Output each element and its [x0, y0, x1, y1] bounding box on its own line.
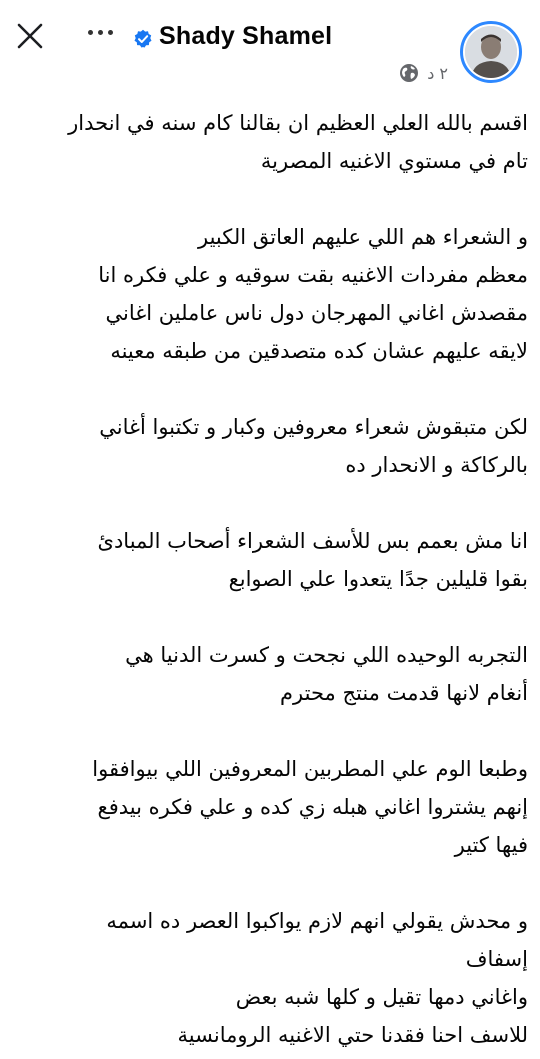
post-paragraph: [12, 104, 528, 180]
post-text: [12, 104, 528, 1059]
post-line: إسفاف: [465, 947, 528, 971]
globe-icon[interactable]: [399, 63, 419, 83]
post-paragraph: [12, 218, 528, 370]
more-dot: [98, 30, 103, 35]
post-line: التجربه الوحيده اللي نجحت و كسرت الدنيا هي: [125, 643, 528, 667]
close-button[interactable]: [14, 20, 46, 52]
post-line: و الشعراء هم اللي عليهم العاتق الكبير: [197, 225, 528, 249]
more-dot: [108, 30, 113, 35]
post-meta: [399, 60, 448, 86]
post-paragraph: [12, 902, 528, 1054]
more-options-icon: [88, 30, 93, 35]
author-name[interactable]: Shady Shamel: [159, 22, 333, 50]
post-line: لكن متبقوش شعراء معروفين وكبار و تكتبوا أغاني: [99, 415, 528, 439]
post-line: للاسف احنا فقدنا حتي الاغنيه الرومانسية: [177, 1023, 528, 1047]
post-line: لايقه عليهم عشان كده متصدقين من طبقه معينه: [110, 339, 528, 363]
post-line: مقصدش اغاني المهرجان دول ناس عاملين اغاني: [105, 301, 528, 325]
post-header: [0, 0, 540, 92]
author-avatar[interactable]: [460, 21, 522, 83]
post-line: و محدش يقولي انهم لازم يواكبوا العصر ده اسمه: [106, 909, 528, 933]
more-options-button[interactable]: [84, 20, 118, 44]
post-line: وطبعا الوم علي المطربين المعروفين اللي بيوافقوا: [92, 757, 528, 781]
post-line: فيها كتير: [454, 833, 528, 857]
post-paragraph: [12, 750, 528, 864]
post-line: تام في مستوي الاغنيه المصرية: [260, 149, 528, 173]
avatar-photo: [465, 26, 517, 78]
post-line: بقوا قليلين جدًا يتعدوا علي الصوابع: [228, 567, 528, 591]
post-line: إنهم يشتروا اغاني هبله زي كده و علي فكره بيدفع: [97, 795, 528, 819]
post-line: أنغام لانها قدمت منتج محترم: [280, 681, 528, 705]
post-line: انا مش بعمم بس للأسف الشعراء أصحاب المبادئ: [97, 529, 528, 553]
post-timestamp[interactable]: ٢ د: [427, 63, 448, 83]
verified-badge-icon: [133, 29, 153, 49]
post-line: واغاني دمها تقيل و كلها شبه بعض: [235, 985, 528, 1009]
post-line: اقسم بالله العلي العظيم ان بقالنا كام سنه في انحدار: [68, 111, 528, 135]
close-icon: [14, 20, 46, 52]
post-paragraph: [12, 636, 528, 712]
post-line: معظم مفردات الاغنيه بقت سوقيه و علي فكره انا: [98, 263, 528, 287]
post-paragraph: [12, 408, 528, 484]
post-paragraph: [12, 522, 528, 598]
post-line: بالركاكة و الانحدار ده: [345, 453, 528, 477]
